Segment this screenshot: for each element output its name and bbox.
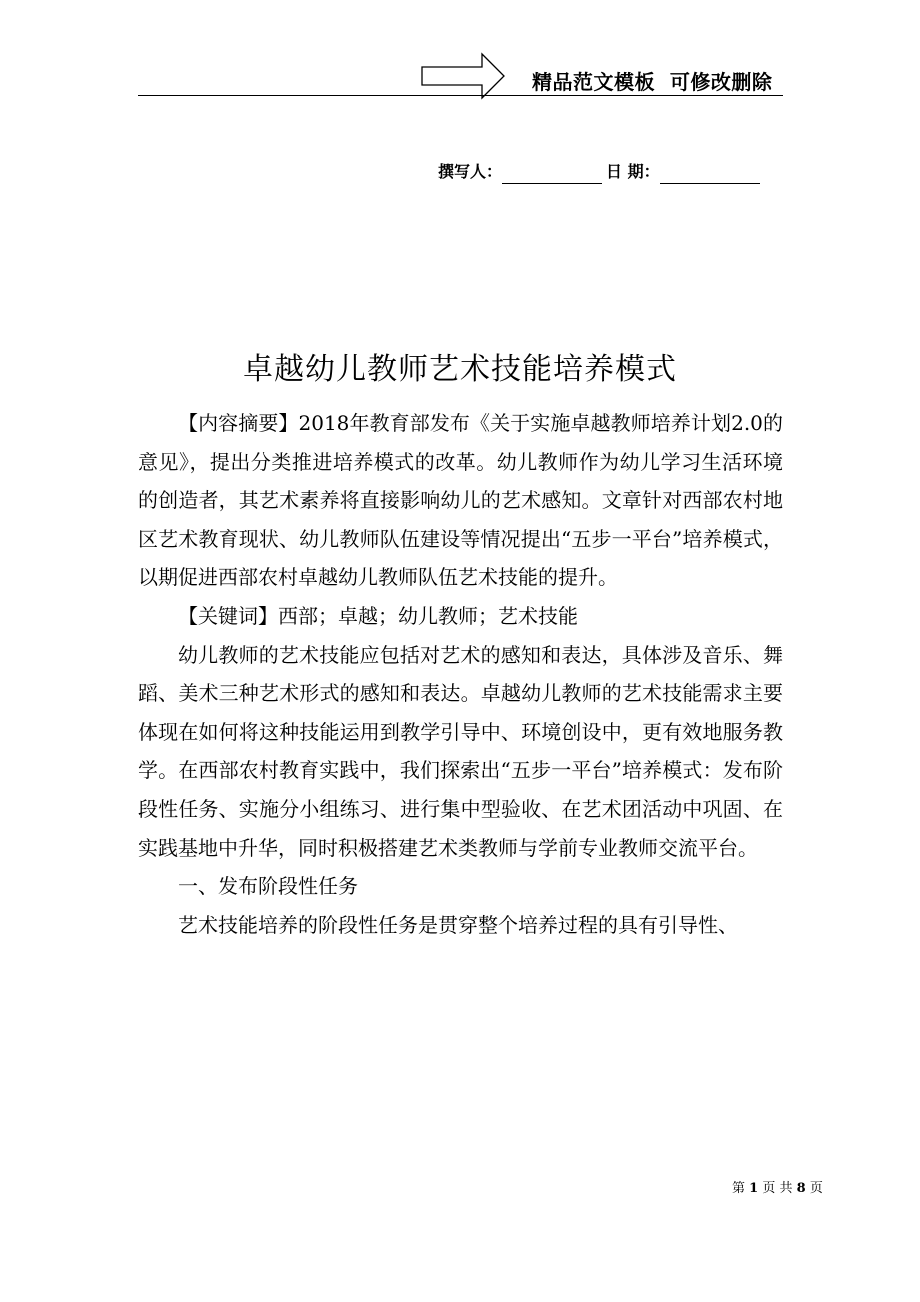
current-page-number: 1 xyxy=(749,1181,759,1196)
section-paragraph: 艺术技能培养的阶段性任务是贯穿整个培养过程的具有引导性、 xyxy=(178,912,738,937)
intro-paragraph: 幼儿教师的艺术技能应包括对艺术的感知和表达，具体涉及音乐、舞蹈、美术三种艺术形式的感知和表达。卓越幼儿教师的艺术技能需求主要体现在如何将这种技能运用到教学引导中、环境创设中，更有效地服务教学。在西部农村教育实践中，我们探索出“五步一平台”培养模式：发布阶段性任务、实施分小组练习、进行集中型验收、在艺术团活动中巩固、在实践基地中升华，同时积极搭建艺术类教师与学前专业教师交流平台。 xyxy=(138,642,783,860)
page-footer xyxy=(732,1180,823,1198)
header-divider xyxy=(138,95,783,96)
signature-row xyxy=(438,160,764,184)
author-blank-field[interactable] xyxy=(502,165,602,184)
date-label: 日 期： xyxy=(606,162,660,181)
footer-prefix: 第 xyxy=(732,1181,746,1196)
arrow-icon xyxy=(420,52,506,104)
total-pages-number: 8 xyxy=(796,1181,806,1196)
keywords-paragraph: 【关键词】西部；卓越；幼儿教师；艺术技能 xyxy=(178,603,578,628)
author-label: 撰写人： xyxy=(438,162,503,181)
date-blank-field[interactable] xyxy=(660,165,760,184)
section-heading: 一、发布阶段性任务 xyxy=(178,874,358,899)
document-title: 卓越幼儿教师艺术技能培养模式 xyxy=(243,352,677,388)
document-body xyxy=(138,404,783,944)
footer-suffix: 页 xyxy=(809,1181,823,1196)
footer-middle: 页 共 xyxy=(762,1181,793,1196)
abstract-paragraph: 【内容摘要】2018年教育部发布《关于实施卓越教师培养计划2.0的意见》，提出分类推进培养模式的改革。幼儿教师作为幼儿学习生活环境的创造者，其艺术素养将直接影响幼儿的艺术感知。文章针对西部农村地区艺术教育现状、幼儿教师队伍建设等情况提出“五步一平台”培养模式，以期促进西部农村卓越幼儿教师队伍艺术技能的提升。 xyxy=(138,411,783,590)
header-label: 精品范文模板 可修改删除 xyxy=(532,70,773,94)
